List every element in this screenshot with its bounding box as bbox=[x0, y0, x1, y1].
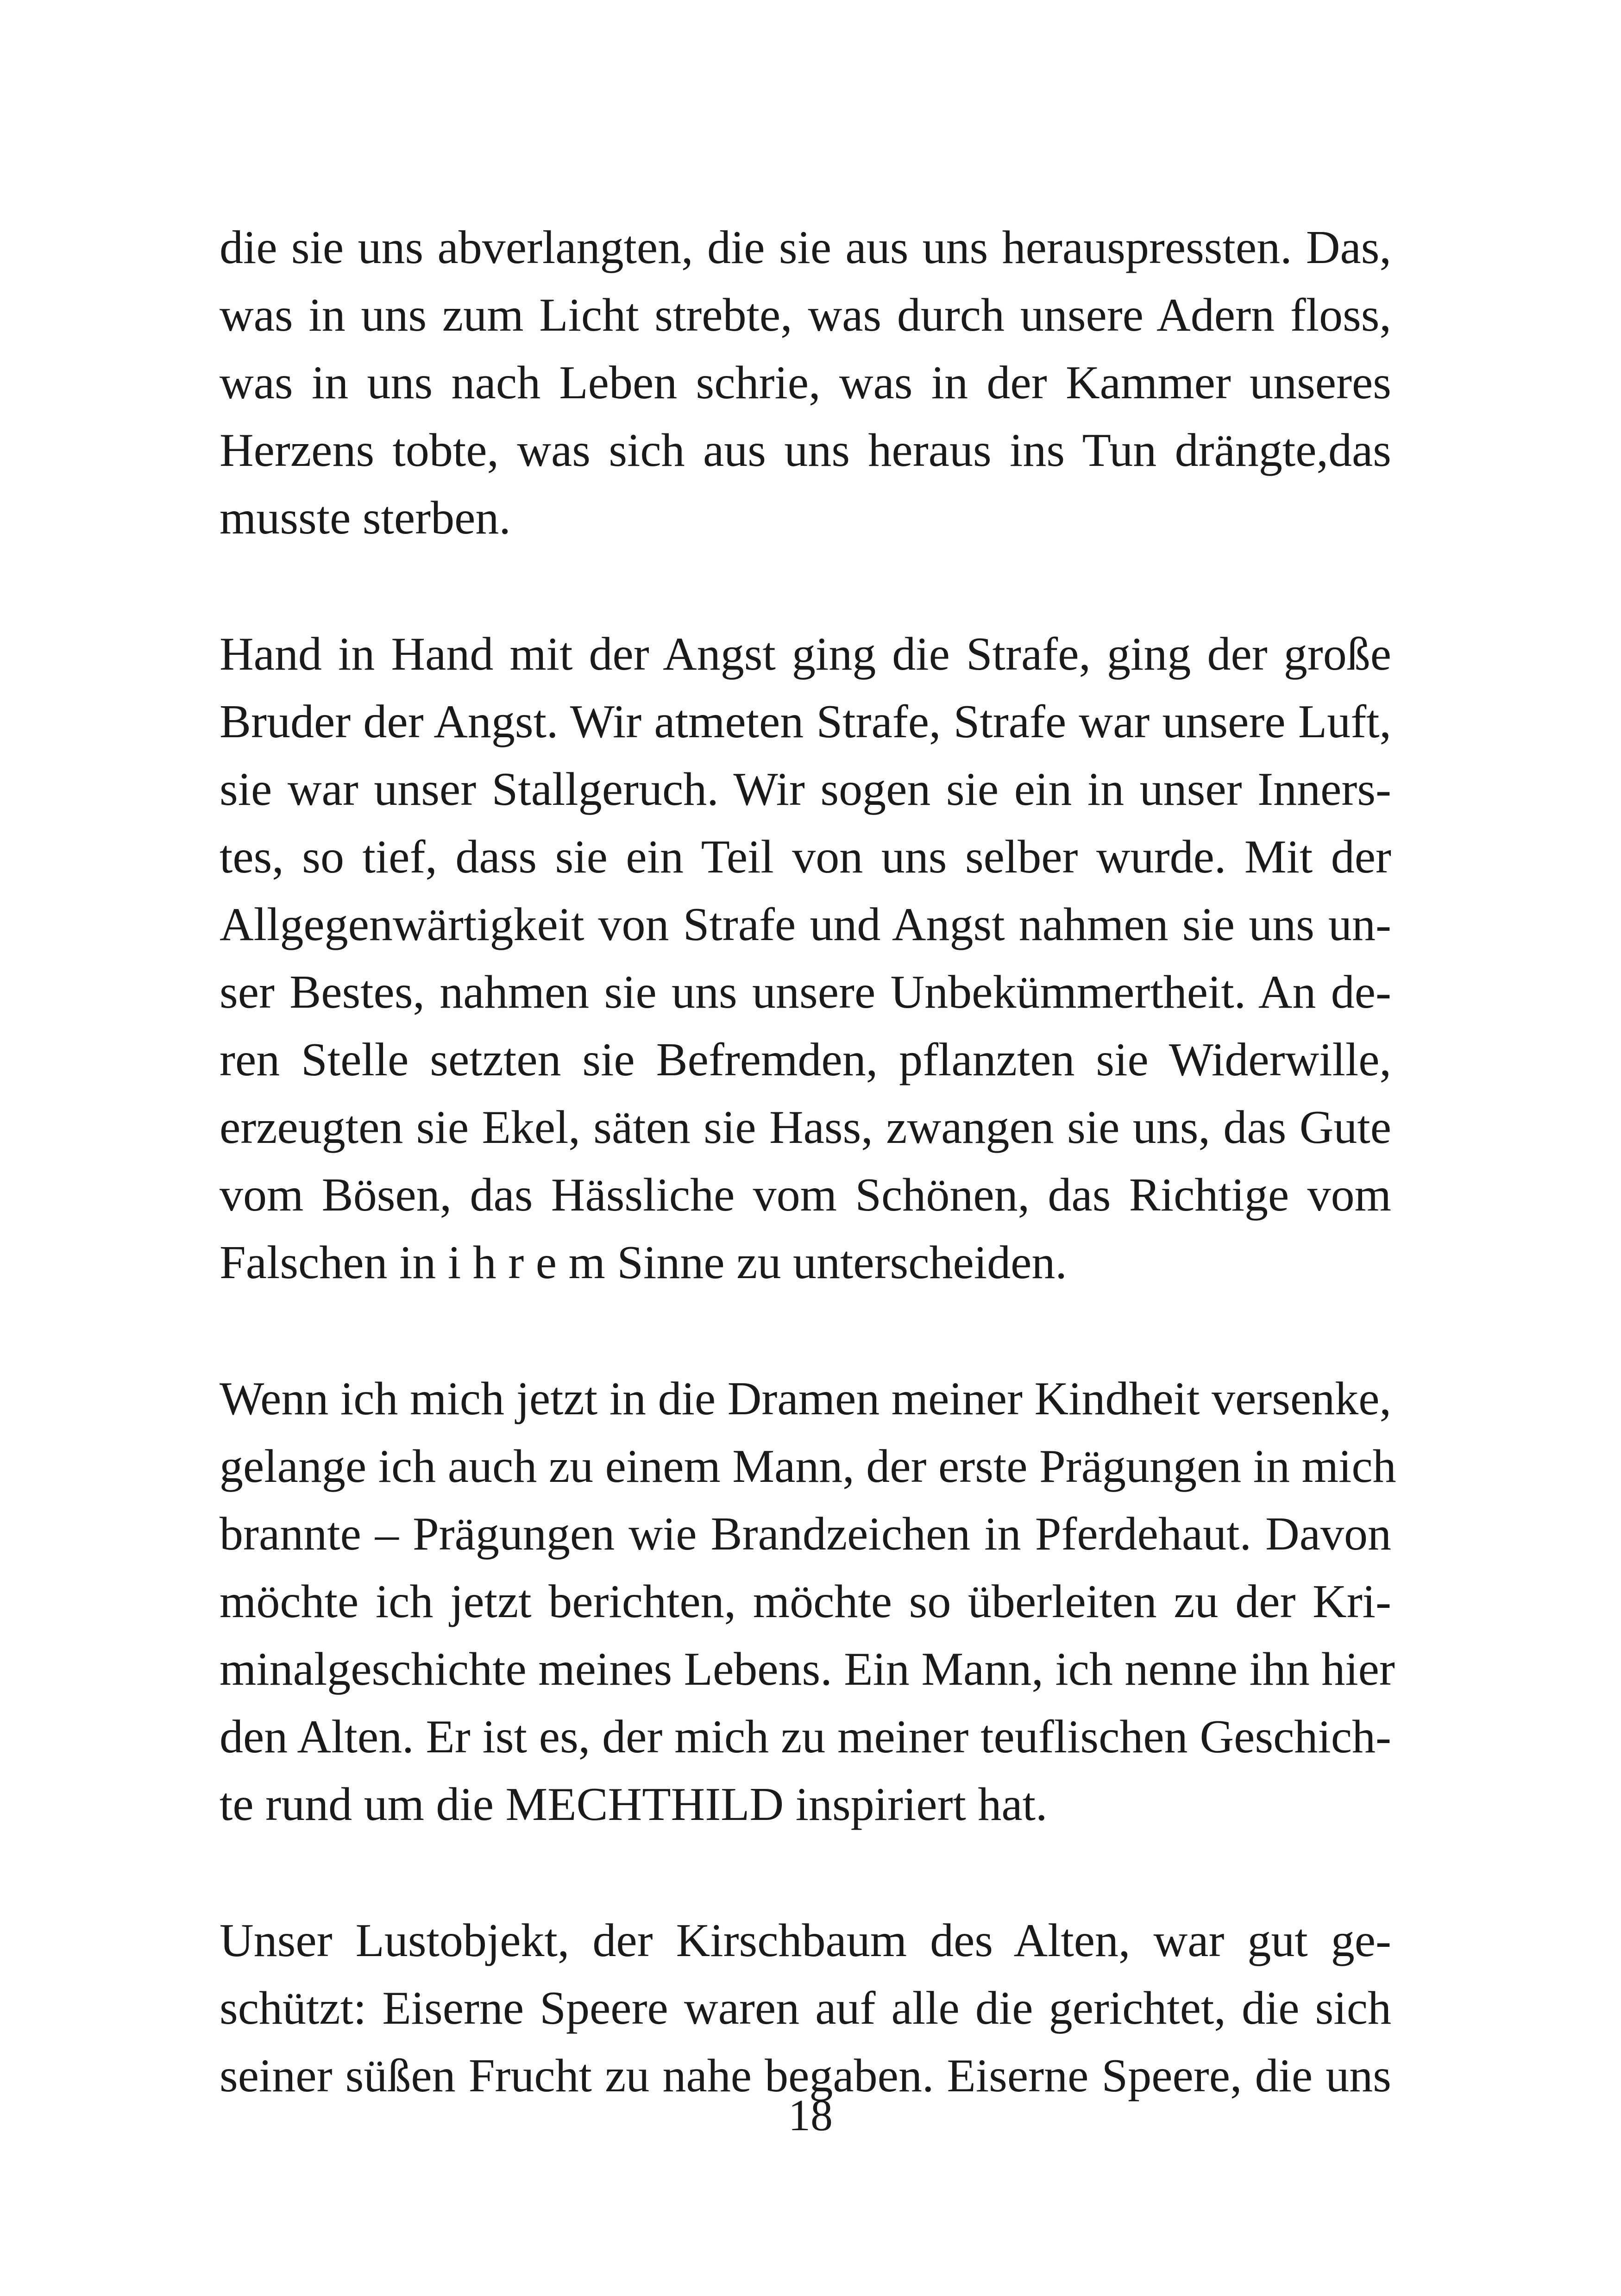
text-line: gelange ich auch zu einem Mann, der erste Prägungen in mich bbox=[220, 1440, 1396, 1493]
paragraph-4 bbox=[220, 1907, 1391, 2110]
text-line: minalgeschichte meines Lebens. Ein Mann, ich nenne ihn hier bbox=[220, 1643, 1395, 1695]
paragraph-1 bbox=[220, 214, 1391, 552]
text-line: brannte – Prägungen wie Brandzeichen in Pferdehaut. Davon bbox=[220, 1508, 1391, 1560]
text-line: schützt: Eiserne Speere waren auf alle die gerichtet, die sich bbox=[220, 1982, 1391, 2034]
paragraph-3 bbox=[220, 1365, 1396, 1838]
paragraph-2 bbox=[220, 621, 1391, 1297]
text-line: vom Bösen, das Hässliche vom Schönen, das Richtige vom bbox=[220, 1169, 1391, 1221]
body-text bbox=[220, 214, 1396, 2110]
text-line: Herzens tobte, was sich aus uns heraus ins Tun drängte,das bbox=[220, 424, 1391, 477]
text-line: Allgegenwärtigkeit von Strafe und Angst nahmen sie uns un- bbox=[220, 898, 1391, 951]
text-line: Hand in Hand mit der Angst ging die Strafe, ging der große bbox=[220, 628, 1391, 680]
text-line: musste sterben. bbox=[220, 492, 511, 544]
text-line: möchte ich jetzt berichten, möchte so überleiten zu der Kri- bbox=[220, 1575, 1391, 1628]
text-line: Bruder der Angst. Wir atmeten Strafe, Strafe war unsere Luft, bbox=[220, 696, 1391, 748]
text-line: ser Bestes, nahmen sie uns unsere Unbekümmertheit. An de- bbox=[220, 966, 1391, 1018]
text-line: erzeugten sie Ekel, säten sie Hass, zwangen sie uns, das Gute bbox=[220, 1101, 1391, 1154]
text-line: was in uns zum Licht strebte, was durch unsere Adern floss, bbox=[220, 289, 1391, 341]
page-number: 18 bbox=[788, 2090, 833, 2140]
text-line: Wenn ich mich jetzt in die Dramen meiner Kindheit versenke, bbox=[220, 1373, 1391, 1425]
text-line: tes, so tief, dass sie ein Teil von uns selber wurde. Mit der bbox=[220, 831, 1391, 883]
text-line: ren Stelle setzten sie Befremden, pflanzten sie Widerwille, bbox=[220, 1034, 1391, 1086]
text-line: sie war unser Stallgeruch. Wir sogen sie ein in unser Inners- bbox=[220, 763, 1391, 816]
text-line: Unser Lustobjekt, der Kirschbaum des Alten, war gut ge- bbox=[220, 1914, 1391, 1967]
text-line: den Alten. Er ist es, der mich zu meiner teuflischen Geschich- bbox=[220, 1711, 1391, 1763]
text-line: te rund um die MECHTHILD inspiriert hat. bbox=[220, 1778, 1048, 1831]
text-line: die sie uns abverlangten, die sie aus uns herauspressten. Das, bbox=[220, 221, 1391, 274]
text-line: seiner süßen Frucht zu nahe begaben. Eiserne Speere, die uns bbox=[220, 2050, 1391, 2102]
text-line: was in uns nach Leben schrie, was in der Kammer unseres bbox=[220, 357, 1391, 409]
text-line: Falschen in i h r e m Sinne zu unterscheiden. bbox=[220, 1236, 1067, 1289]
